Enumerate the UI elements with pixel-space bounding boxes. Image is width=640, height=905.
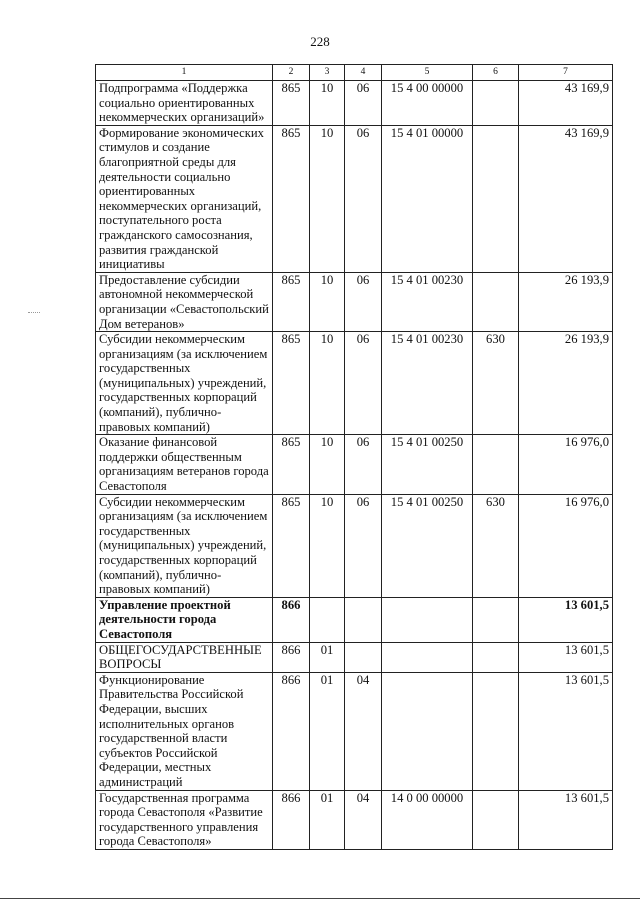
row-subsection-code: 06 <box>345 332 382 435</box>
table-row <box>96 81 613 126</box>
row-section-code: 10 <box>310 81 345 126</box>
row-target-article: 15 4 00 00000 <box>382 81 473 126</box>
table-row <box>96 672 613 790</box>
row-expense-type <box>473 672 519 790</box>
row-subsection-code: 06 <box>345 435 382 494</box>
row-amount: 16 976,0 <box>519 435 613 494</box>
table-row <box>96 642 613 672</box>
row-section-code: 10 <box>310 435 345 494</box>
column-header-2: 2 <box>273 65 310 81</box>
row-expense-type <box>473 81 519 126</box>
row-name: Подпрограмма «Поддержка социально ориентированных некоммерческих организаций» <box>96 81 273 126</box>
row-target-article: 15 4 01 00250 <box>382 494 473 597</box>
row-amount: 13 601,5 <box>519 790 613 849</box>
row-expense-type: 630 <box>473 332 519 435</box>
row-ministry-code: 865 <box>273 435 310 494</box>
row-name: ОБЩЕГОСУДАРСТВЕННЫЕ ВОПРОСЫ <box>96 642 273 672</box>
row-expense-type <box>473 597 519 642</box>
row-amount: 26 193,9 <box>519 332 613 435</box>
row-name: Субсидии некоммерческим организациям (за исключением государственных (муниципальных) учреждений, государственных корпораций (компаний), публично-правовых компаний) <box>96 332 273 435</box>
table-row <box>96 435 613 494</box>
row-expense-type: 630 <box>473 494 519 597</box>
row-target-article: 15 4 01 00230 <box>382 272 473 331</box>
row-amount: 43 169,9 <box>519 81 613 126</box>
column-header-1: 1 <box>96 65 273 81</box>
row-section-code: 10 <box>310 494 345 597</box>
row-subsection-code: 04 <box>345 790 382 849</box>
row-name: Управление проектной деятельности города Севастополя <box>96 597 273 642</box>
row-section-code: 10 <box>310 272 345 331</box>
row-target-article <box>382 642 473 672</box>
row-name: Субсидии некоммерческим организациям (за исключением государственных (муниципальных) учреждений, государственных корпораций (компаний), публично-правовых компаний) <box>96 494 273 597</box>
row-name: Предоставление субсидии автономной некоммерческой организации «Севастопольский Дом ветеранов» <box>96 272 273 331</box>
row-expense-type <box>473 790 519 849</box>
column-header-4: 4 <box>345 65 382 81</box>
table-row <box>96 597 613 642</box>
row-expense-type <box>473 435 519 494</box>
row-name: Государственная программа города Севастополя «Развитие государственного управления города Севастополя» <box>96 790 273 849</box>
row-target-article: 15 4 01 00000 <box>382 125 473 272</box>
row-target-article <box>382 597 473 642</box>
row-section-code: 10 <box>310 125 345 272</box>
row-expense-type <box>473 125 519 272</box>
row-target-article: 15 4 01 00230 <box>382 332 473 435</box>
row-section-code: 01 <box>310 642 345 672</box>
table-body <box>96 81 613 850</box>
row-ministry-code: 866 <box>273 597 310 642</box>
column-header-5: 5 <box>382 65 473 81</box>
row-expense-type <box>473 272 519 331</box>
page-number: 228 <box>310 34 330 49</box>
row-name: Формирование экономических стимулов и создание благоприятной среды для деятельности социально ориентированных некоммерческих организаций, поступательного роста гражданского самосознания, развития гражданской инициативы <box>96 125 273 272</box>
column-header-3: 3 <box>310 65 345 81</box>
budget-table <box>95 64 613 850</box>
row-ministry-code: 865 <box>273 125 310 272</box>
row-amount: 43 169,9 <box>519 125 613 272</box>
page-bottom-edge <box>0 898 640 899</box>
row-ministry-code: 865 <box>273 332 310 435</box>
row-subsection-code <box>345 597 382 642</box>
row-section-code <box>310 597 345 642</box>
row-expense-type <box>473 642 519 672</box>
row-section-code: 01 <box>310 672 345 790</box>
row-amount: 13 601,5 <box>519 642 613 672</box>
table-row <box>96 332 613 435</box>
row-section-code: 10 <box>310 332 345 435</box>
row-subsection-code: 06 <box>345 494 382 597</box>
row-amount: 13 601,5 <box>519 672 613 790</box>
column-header-6: 6 <box>473 65 519 81</box>
row-section-code: 01 <box>310 790 345 849</box>
row-ministry-code: 866 <box>273 672 310 790</box>
row-subsection-code: 06 <box>345 272 382 331</box>
row-subsection-code <box>345 642 382 672</box>
row-amount: 16 976,0 <box>519 494 613 597</box>
column-number-row <box>96 65 613 81</box>
row-subsection-code: 06 <box>345 125 382 272</box>
row-subsection-code: 06 <box>345 81 382 126</box>
row-name: Оказание финансовой поддержки общественным организациям ветеранов города Севастополя <box>96 435 273 494</box>
row-ministry-code: 866 <box>273 790 310 849</box>
row-amount: 26 193,9 <box>519 272 613 331</box>
row-amount: 13 601,5 <box>519 597 613 642</box>
row-subsection-code: 04 <box>345 672 382 790</box>
table-row <box>96 494 613 597</box>
row-target-article: 15 4 01 00250 <box>382 435 473 494</box>
table-row <box>96 272 613 331</box>
row-target-article: 14 0 00 00000 <box>382 790 473 849</box>
row-ministry-code: 865 <box>273 494 310 597</box>
table-row <box>96 790 613 849</box>
row-name: Функционирование Правительства Российской Федерации, высших исполнительных органов государственной власти субъектов Российской Федерации, местных администраций <box>96 672 273 790</box>
row-ministry-code: 866 <box>273 642 310 672</box>
row-target-article <box>382 672 473 790</box>
row-ministry-code: 865 <box>273 81 310 126</box>
row-ministry-code: 865 <box>273 272 310 331</box>
column-header-7: 7 <box>519 65 613 81</box>
table-row <box>96 125 613 272</box>
scan-mark <box>28 312 40 314</box>
